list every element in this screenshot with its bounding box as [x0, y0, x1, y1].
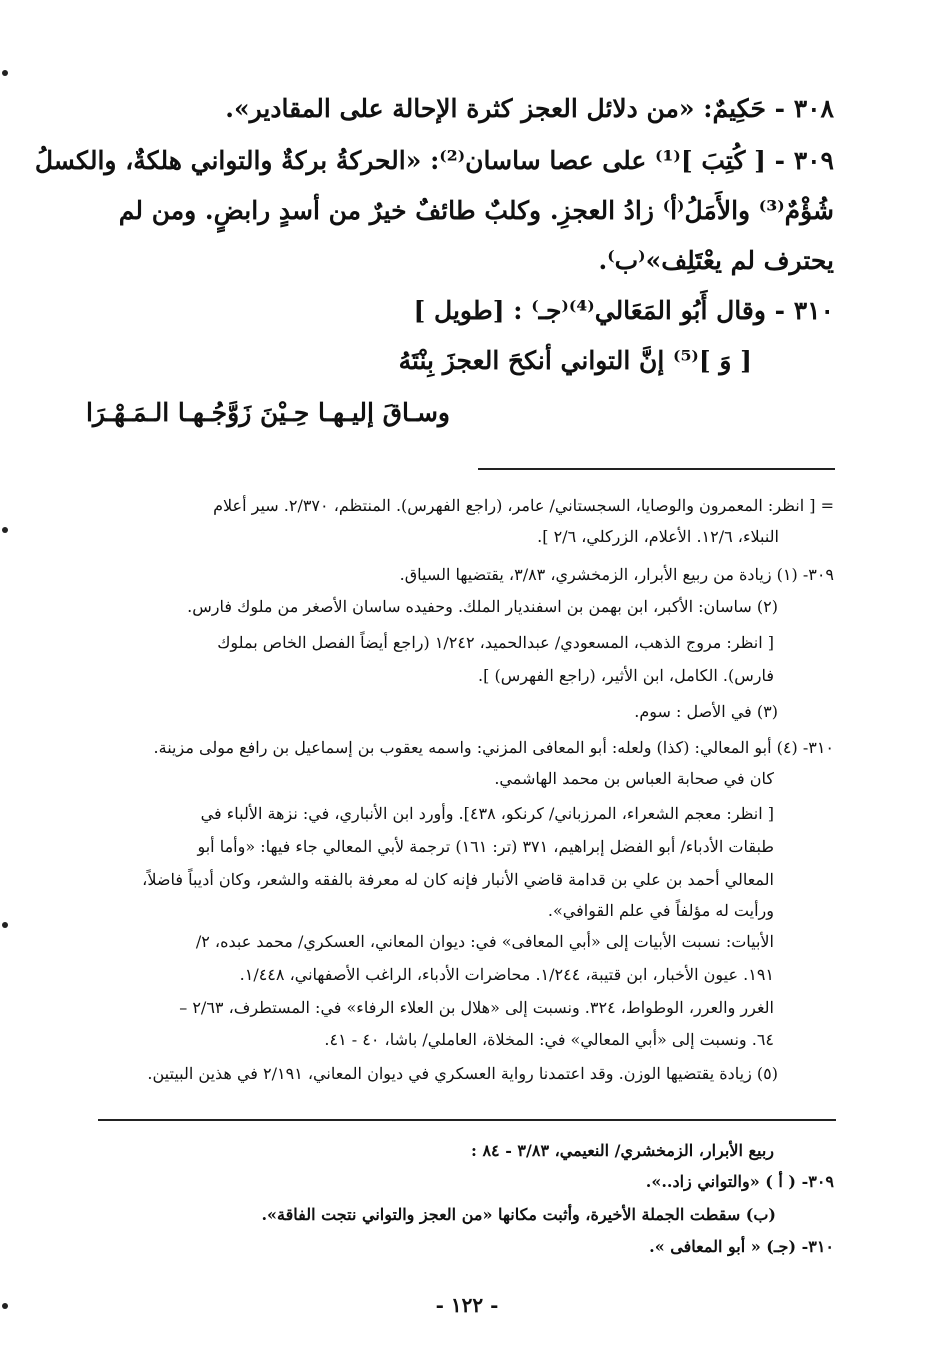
- page-number: - ١٢٢ -: [435, 1293, 499, 1317]
- footnote-line: فارس). الكامل، ابن الأثير، (راجع الفهرس) ].: [478, 666, 774, 685]
- footnote-line: كان في صحابة العباس بن محمد الهاشمي.: [494, 769, 774, 788]
- footnote-separator: [478, 468, 835, 470]
- margin-mark: [2, 70, 8, 76]
- footnote-line: النبلاء، ١٢/٦. الأعلام، الزركلي، ٢/٦ ].: [537, 527, 779, 546]
- margin-mark: [2, 527, 8, 533]
- footnote-line: الغرر والعرر، الوطواط، ٣٢٤. ونسبت إلى «هلال بن العلاء الرفاء» في: المستطرف، ٢/٦٣ –: [179, 998, 774, 1017]
- footnote-line: ٣٠٩- (١) زيادة من ربيع الأبرار، الزمخشري، ٣/٨٣، يقتضيها السياق.: [399, 565, 834, 584]
- footnote-line: طبقات الأدباء/ أبو الفضل إبراهيم، ٣٧١ (تر: ١٦١) ترجمة لأبي المعالي جاء فيها: «وأما أبو: [197, 837, 774, 856]
- main-text-line: ٣٠٩ - [ كُتِبَ ]⁽¹⁾ على عصا ساسان⁽²⁾: «الحركةُ بركةٌ والتواني هلكةٌ، والكسلُ: [34, 146, 834, 175]
- verse-hemistich-first: [ وَ ]⁽⁵⁾ إنَّ التواني أنكحَ العجزَ بِنْتَهُ: [398, 346, 752, 375]
- footnote-line: ١٩١. عيون الأخبار، ابن قتيبة، ١/٢٤٤. محاضرات الأدباء، الراغب الأصفهاني، ١/٤٤٨.: [239, 965, 774, 984]
- verse-hemistich-second: وسـاقَ إليـهـا حِـيْنَ زَوَّجُـهـا الـمَـهْـرَا: [85, 398, 450, 427]
- main-text-line: يحترف لم يعْتَلِف»⁽ب⁾.: [598, 246, 834, 275]
- main-text-line: شُؤْمٌ⁽³⁾ والأَمَلُ⁽أ⁾ زادُ العجزِ. وكلبٌ طائفٌ خيرٌ من أسدٍ رابضٍ. ومن لم: [118, 196, 834, 225]
- footnote-line: (٣) في الأصل : سوم.: [634, 702, 778, 721]
- variant-line: ٣١٠- (جـ) « أبو المعافى ».: [649, 1237, 834, 1256]
- footnote-line: الأبيات: نسبت الأبيات إلى «أبي المعافى» في: ديوان المعاني، العسكري/ محمد عبده، ٢/: [195, 932, 774, 951]
- main-text-line: ٣١٠ - وقال أَبُو المَعَالي⁽⁴⁾⁽جـ⁾ : [طويل ]: [413, 296, 834, 325]
- footnote-line: [ انظر: معجم الشعراء، المرزباني/ كرنكو، ٤٣٨]. وأورد ابن الأنباري، في: نزهة الألباء في: [200, 804, 774, 823]
- footnote-line: (٢) ساسان: الأكبر، ابن بهمن بن اسفنديار الملك. وحفيده ساسان الأصغر من ملوك فارس.: [187, 597, 778, 616]
- footnote-line: ورأيت له مؤلفاً في علم القوافي».: [547, 901, 774, 920]
- margin-mark: [2, 922, 8, 928]
- variant-line: ٣٠٩- ( أ ) «والتواني زاد..».: [645, 1172, 834, 1191]
- variants-heading: ربيع الأبرار، الزمخشري/ النعيمي، ٣/٨٣ - ٨٤ :: [470, 1141, 774, 1160]
- footnote-line: [ انظر: مروج الذهب، المسعودي/ عبدالحميد، ١/٢٤٢ (راجع أيضاً الفصل الخاص بملوك: [217, 633, 774, 652]
- main-text-line: ٣٠٨ - حَكِيمٌ: «من دلائل العجز كثرة الإحالة على المقادير».: [225, 94, 834, 123]
- footnote-line: المعالي أحمد بن علي بن قدامة قاضي الأنبار فإنه كان له معرفة بالفقه والشعر، وكان أديباً فاضلاً،: [142, 870, 774, 889]
- footnote-line: ٦٤. ونسبت إلى «أبي المعالي» في: المخلاة، العاملي/ باشا، ٤٠ - ٤١.: [324, 1030, 774, 1049]
- variants-separator: [98, 1119, 836, 1121]
- footnote-line: ٣١٠- (٤) أبو المعالي: (كذا) ولعله: أبو المعافى المزني: واسمه يعقوب بن إسماعيل بن رافع مولى مزينة.: [153, 738, 834, 757]
- variant-line: (ب) سقطت الجملة الأخيرة، وأثبت مكانها «من العجز والتواني نتجت الفاقة».: [261, 1205, 776, 1224]
- footnote-line: (٥) زيادة يقتضيها الوزن. وقد اعتمدنا رواية العسكري في ديوان المعاني، ٢/١٩١ في هذين البيتين.: [147, 1064, 778, 1083]
- footnote-line: = [ انظر: المعمرون والوصايا، السجستاني/ عامر، (راجع الفهرس). المنتظم، ٢/٣٧٠. سير أعلام: [213, 496, 834, 515]
